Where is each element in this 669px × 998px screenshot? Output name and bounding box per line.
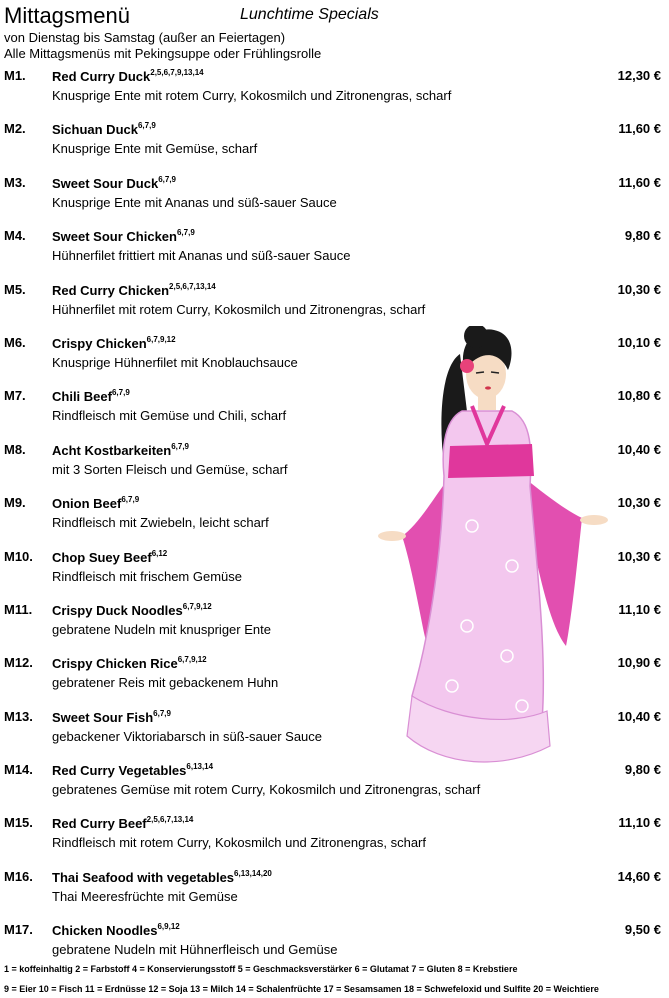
item-description: Knusprige Ente mit rotem Curry, Kokosmilch und Zitronengras, scharf — [52, 88, 452, 103]
item-number: M2. — [4, 121, 26, 137]
item-name: Red Curry Duck — [52, 69, 151, 84]
item-number: M9. — [4, 495, 26, 511]
allergen-codes: 6,7,9 — [158, 174, 176, 184]
item-number: M13. — [4, 708, 33, 724]
item-name-wrapper — [52, 549, 167, 565]
menu-item — [0, 173, 669, 226]
item-description: Knusprige Hühnerfilet mit Knoblauchsauce — [52, 354, 298, 370]
item-number: M8. — [4, 441, 26, 457]
item-name: Crispy Chicken Rice — [52, 656, 178, 672]
item-number: M15. — [4, 815, 33, 831]
menu-item — [0, 707, 669, 760]
item-number: M5. — [4, 281, 26, 297]
item-price: 10,30 € — [617, 495, 661, 511]
allergen-codes: 6,7,9 — [111, 388, 130, 398]
item-price: 9,50 € — [624, 922, 661, 938]
availability-note: von Dienstag bis Samstag (außer an Feiertagen) — [4, 30, 286, 45]
item-name: Red Curry Beef — [52, 816, 147, 832]
item-number: M3. — [4, 174, 26, 190]
item-description: mit 3 Sorten Fleisch und Gemüse, scharf — [52, 461, 288, 477]
item-name-wrapper — [52, 121, 156, 137]
item-name-wrapper — [52, 602, 212, 618]
item-name-wrapper — [52, 388, 130, 404]
item-price: 10,40 € — [617, 708, 661, 724]
item-description: Hühnerfilet mit rotem Curry, Kokosmilch und Zitronengras, scharf — [52, 301, 426, 317]
item-price: 14,60 € — [617, 868, 661, 884]
item-price: 10,40 € — [617, 441, 661, 457]
item-name-wrapper — [52, 762, 213, 778]
allergen-codes: 2,5,6,7,13,14 — [146, 815, 194, 825]
item-price: 10,30 € — [617, 548, 661, 564]
item-description: gebratenes Gemüse mit rotem Curry, Kokosmilch und Zitronengras, scharf — [52, 782, 481, 798]
item-price: 10,90 € — [617, 655, 661, 671]
menu-item — [0, 119, 669, 172]
allergen-codes: 6,13,14,20 — [234, 868, 272, 878]
item-name: Chili Beef — [52, 389, 112, 405]
menu-item — [0, 333, 669, 386]
allergen-codes: 2,5,6,7,9,13,14 — [150, 68, 204, 77]
allergen-legend-line-1: 1 = koffeinhaltig 2 = Farbstoff 4 = Konservierungsstoff 5 = Geschmacksverstärker 6 = Glutamat 7 = Gluten 8 = Krebstiere — [4, 964, 518, 974]
menu-item — [0, 280, 669, 333]
menu-item — [0, 547, 669, 600]
menu-item — [0, 760, 669, 813]
item-description: gebratene Nudeln mit knuspriger Ente — [52, 621, 271, 637]
item-name: Sweet Sour Duck — [52, 175, 159, 191]
item-name-wrapper — [52, 68, 204, 84]
item-price: 10,30 € — [617, 281, 661, 297]
item-name: Chop Suey Beef — [52, 549, 152, 565]
item-description: Thai Meeresfrüchte mit Gemüse — [52, 888, 238, 904]
item-description: gebratene Nudeln mit Hühnerfleisch und Gemüse — [52, 942, 338, 958]
menu-item — [0, 600, 669, 653]
allergen-codes: 6,7,9 — [176, 228, 195, 238]
item-description: gebackener Viktoriabarsch in süß-sauer Sauce — [52, 728, 323, 744]
allergen-codes: 6,13,14 — [186, 762, 214, 772]
item-number: M4. — [4, 228, 26, 244]
item-name: Onion Beef — [52, 496, 122, 512]
item-price: 12,30 € — [617, 68, 661, 83]
item-description: Rindfleisch mit Zwiebeln, leicht scharf — [52, 515, 269, 531]
menu-item — [0, 386, 669, 439]
item-number: M17. — [4, 922, 33, 938]
item-price: 10,10 € — [617, 334, 661, 350]
allergen-codes: 6,7,9,12 — [146, 334, 176, 344]
allergen-codes: 2,5,6,7,13,14 — [169, 281, 216, 291]
item-description: gebratener Reis mit gebackenem Huhn — [52, 675, 279, 691]
item-name-wrapper — [52, 335, 176, 351]
item-price: 10,80 € — [617, 388, 661, 404]
menu-list — [0, 66, 669, 974]
allergen-codes: 6,9,12 — [157, 922, 180, 932]
item-name-wrapper — [52, 495, 139, 511]
menu-item — [0, 653, 669, 706]
item-name: Crispy Duck Noodles — [52, 602, 183, 618]
item-name: Crispy Chicken — [52, 335, 147, 351]
item-description: Knusprige Ente mit Ananas und süß-sauer Sauce — [52, 194, 337, 210]
item-price: 9,80 € — [624, 762, 661, 778]
item-name-wrapper — [52, 175, 176, 191]
item-name-wrapper — [52, 815, 193, 831]
item-number: M7. — [4, 388, 26, 404]
menu-item — [0, 493, 669, 546]
item-number: M10. — [4, 548, 33, 564]
allergen-codes: 6,12 — [151, 548, 168, 558]
item-number: M1. — [4, 68, 26, 83]
item-number: M14. — [4, 762, 33, 778]
item-name: Red Curry Chicken — [52, 282, 170, 298]
menu-item — [0, 867, 669, 920]
menu-item — [0, 66, 669, 119]
item-description: Rindfleisch mit rotem Curry, Kokosmilch und Zitronengras, scharf — [52, 835, 426, 851]
soup-note: Alle Mittagsmenüs mit Pekingsuppe oder Frühlingsrolle — [4, 46, 322, 61]
menu-item — [0, 440, 669, 493]
item-number: M12. — [4, 655, 33, 671]
allergen-codes: 6,7,9 — [121, 495, 140, 505]
allergen-legend-line-2: 9 = Eier 10 = Fisch 11 = Erdnüsse 12 = Soja 13 = Milch 14 = Schalenfrüchte 17 = Sesamsamen 18 = Schwefeloxid und Sulfite 20 = Weichtiere — [4, 984, 599, 994]
item-number: M16. — [4, 868, 33, 884]
item-name: Thai Seafood with vegetables — [52, 869, 235, 885]
item-name-wrapper — [52, 922, 180, 938]
item-name: Acht Kostbarkeiten — [52, 442, 172, 458]
item-price: 9,80 € — [624, 228, 661, 244]
menu-item — [0, 226, 669, 279]
item-name-wrapper — [52, 709, 171, 725]
allergen-codes: 6,7,9,12 — [177, 655, 207, 665]
page-title: Mittagsmenü — [4, 3, 130, 28]
page-subtitle: Lunchtime Specials — [240, 6, 379, 23]
item-name: Chicken Noodles — [52, 923, 158, 939]
item-description: Knusprige Ente mit Gemüse, scharf — [52, 141, 258, 157]
item-description: Rindfleisch mit Gemüse und Chili, scharf — [52, 408, 287, 424]
allergen-codes: 6,7,9 — [137, 121, 156, 131]
item-number: M11. — [4, 601, 33, 617]
item-description: Hühnerfilet frittiert mit Ananas und süß-sauer Sauce — [52, 248, 351, 264]
item-name-wrapper — [52, 228, 195, 244]
item-name-wrapper — [52, 282, 216, 298]
item-name-wrapper — [52, 655, 207, 671]
item-price: 11,60 € — [618, 174, 661, 190]
item-name: Sweet Sour Chicken — [52, 229, 177, 245]
item-price: 11,60 € — [618, 121, 661, 137]
item-name: Sichuan Duck — [52, 122, 138, 138]
item-price: 11,10 € — [618, 601, 661, 617]
item-number: M6. — [4, 334, 26, 350]
item-description: Rindfleisch mit frischem Gemüse — [52, 568, 242, 584]
item-name: Red Curry Vegetables — [52, 763, 187, 779]
allergen-codes: 6,7,9 — [153, 708, 171, 718]
item-name-wrapper — [52, 442, 189, 458]
menu-item — [0, 813, 669, 866]
item-price: 11,10 € — [618, 815, 661, 831]
item-name-wrapper — [52, 869, 272, 885]
item-name: Sweet Sour Fish — [52, 709, 154, 725]
allergen-codes: 6,7,9,12 — [182, 601, 212, 611]
allergen-codes: 6,7,9 — [171, 441, 189, 451]
